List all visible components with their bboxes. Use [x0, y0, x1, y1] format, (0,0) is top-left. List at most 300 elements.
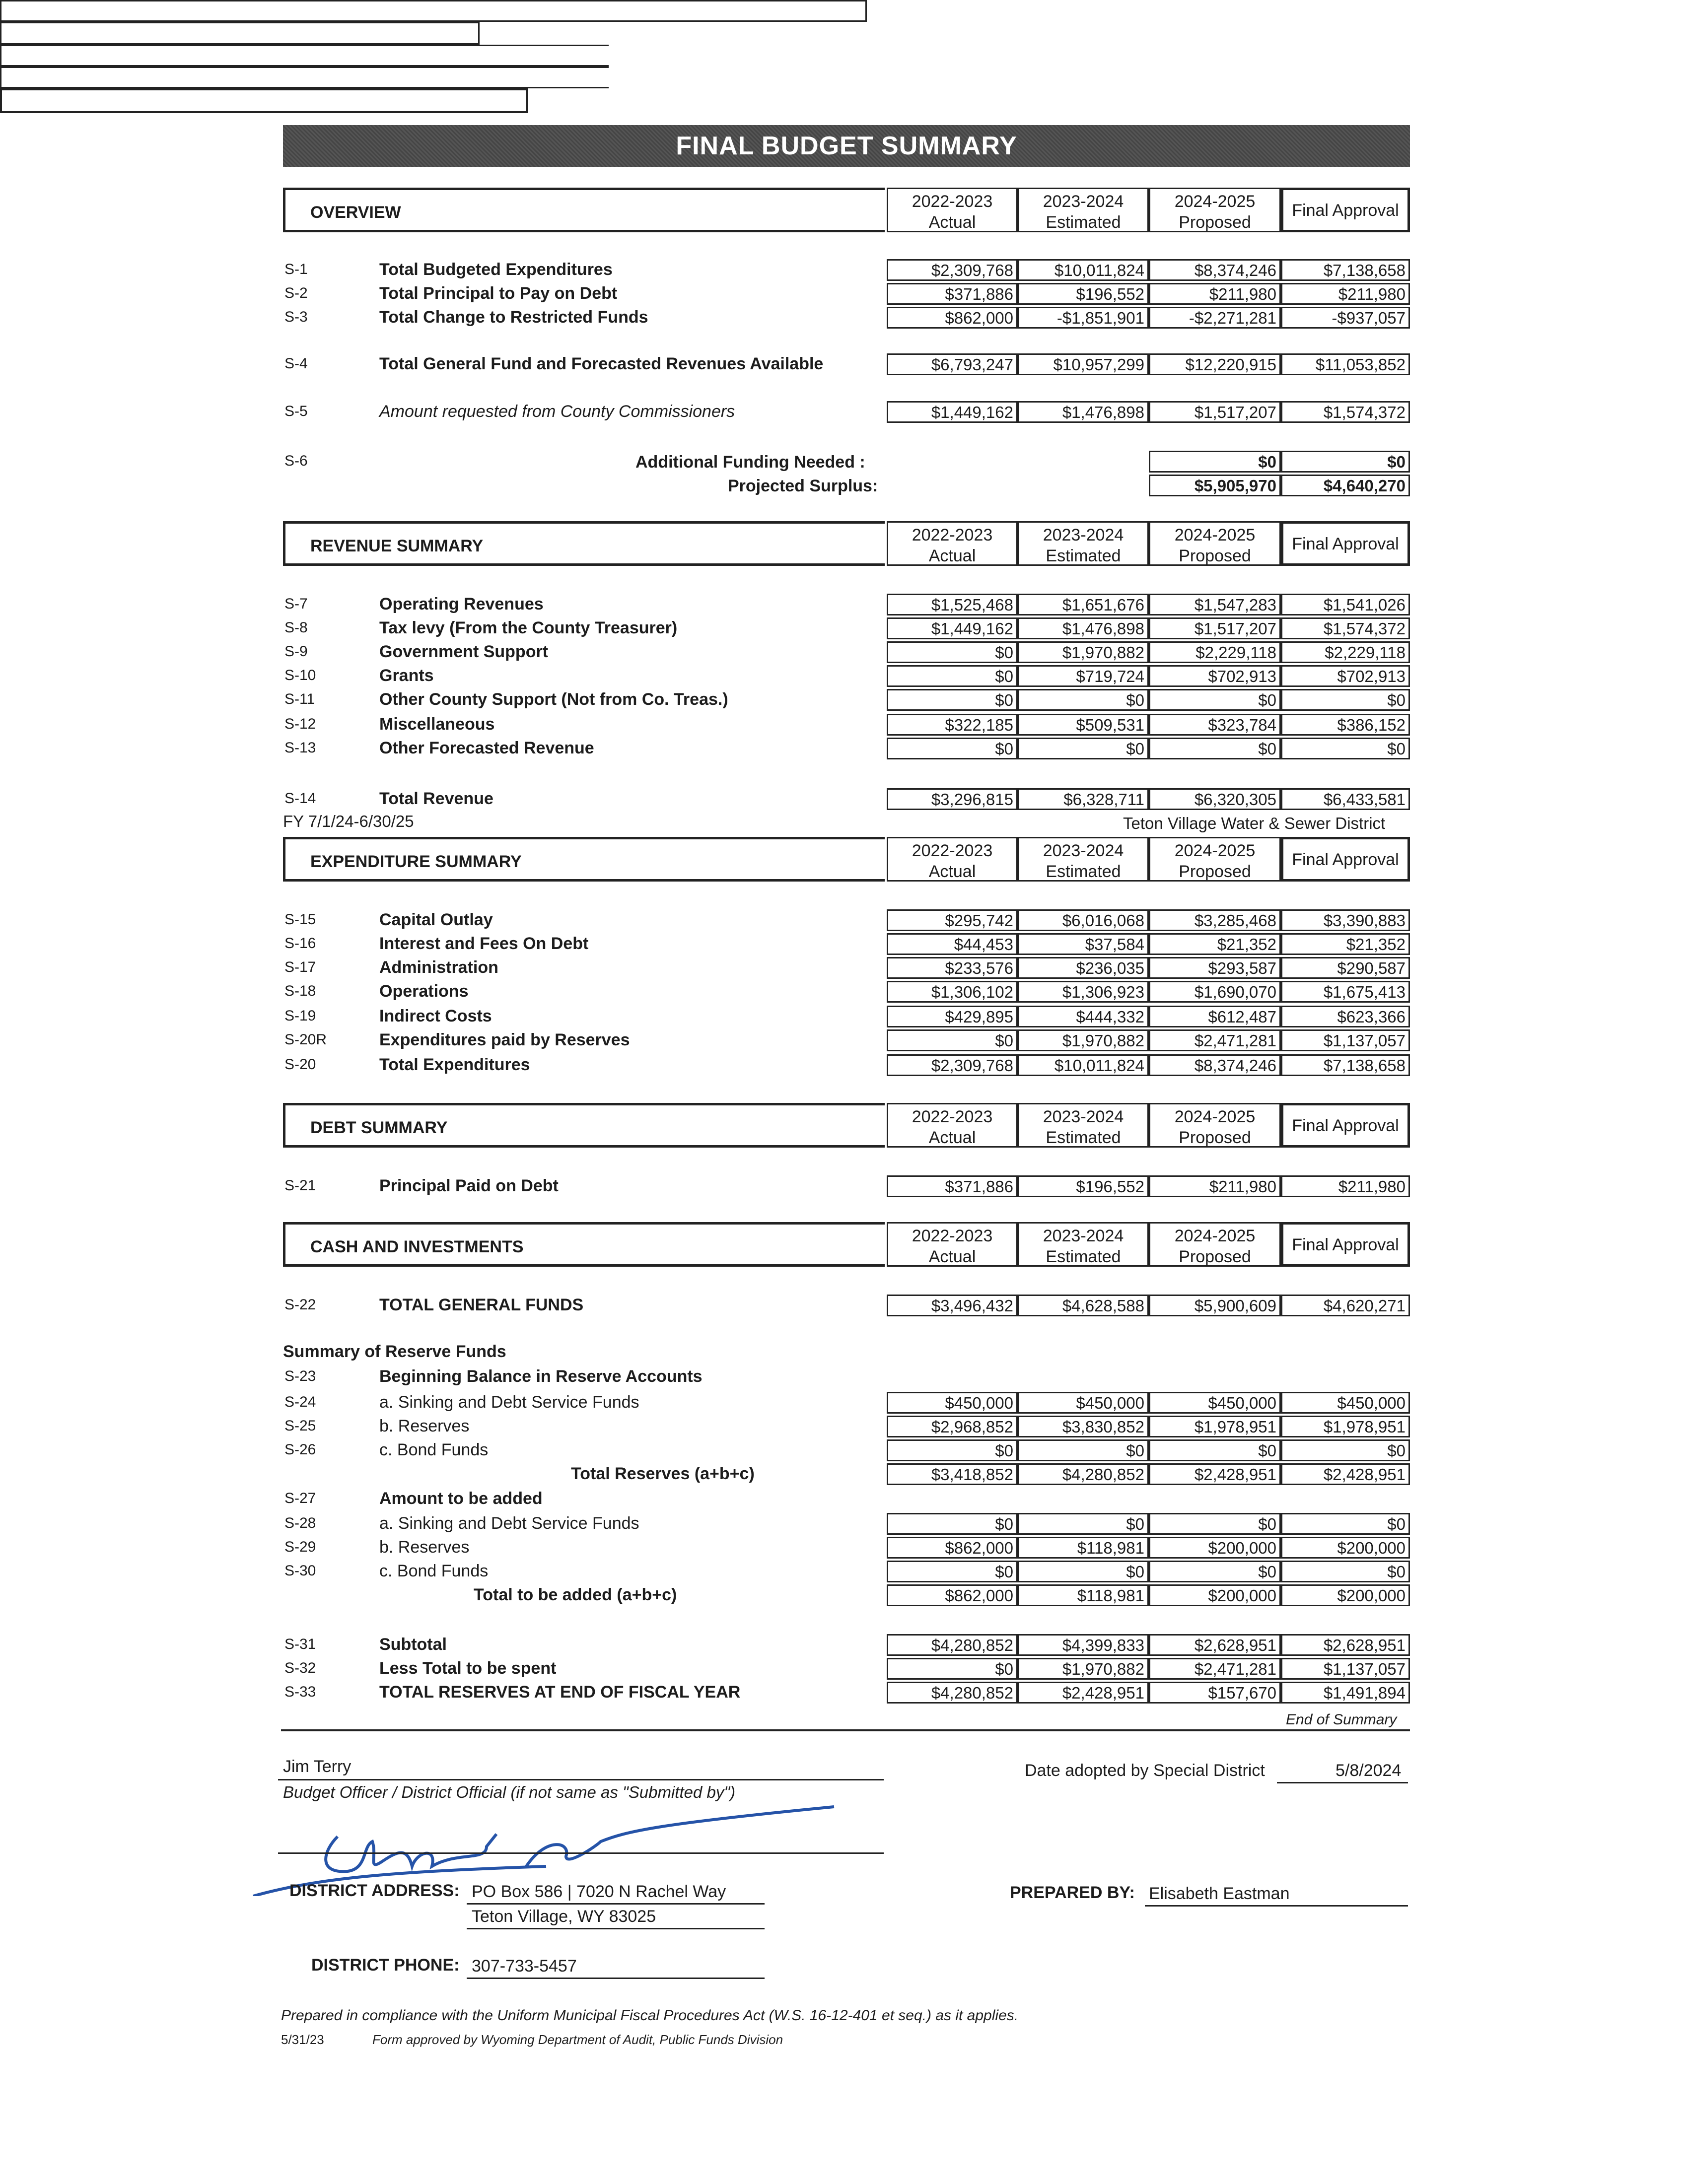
col-header-line1: 2023-2024	[1043, 841, 1124, 860]
col-header-line1: 2022-2023	[912, 1227, 993, 1245]
value-cell: $0	[887, 665, 1018, 687]
value-cell: $6,793,247	[887, 353, 1018, 375]
value-cell: $1,525,468	[887, 594, 1018, 615]
value-cell: $2,471,281	[1149, 1029, 1281, 1051]
value-cell: $2,628,951	[1281, 1634, 1410, 1656]
value-cell: $0	[1018, 1439, 1149, 1461]
value-cell: $0	[887, 1513, 1018, 1535]
value-cell: $6,016,068	[1018, 909, 1149, 931]
value-cell: $11,053,852	[1281, 353, 1410, 375]
col-header-line1: 2024-2025	[1174, 841, 1256, 860]
value-cell: $10,011,824	[1018, 259, 1149, 281]
address-line2-rule	[467, 1928, 765, 1929]
expenditure-col-header-2	[1018, 837, 1149, 882]
debt-col-header-3	[1149, 1103, 1281, 1148]
row-label: Indirect Costs	[379, 1007, 492, 1025]
value-cell: $1,517,207	[1149, 401, 1281, 423]
row-label: Capital Outlay	[379, 910, 493, 929]
value-cell: $0	[1149, 1513, 1281, 1535]
row-id: S-24	[284, 1394, 316, 1410]
col-header-line1: 2024-2025	[1174, 192, 1256, 211]
value-cell: $371,886	[887, 1175, 1018, 1197]
phone-line	[467, 1978, 765, 1979]
form-date: 5/31/23	[281, 2032, 324, 2047]
value-cell: $44,453	[887, 933, 1018, 955]
row-label: Other County Support (Not from Co. Treas.)	[379, 690, 728, 709]
page-title: FINAL BUDGET SUMMARY	[676, 132, 1017, 160]
row-label: Principal Paid on Debt	[379, 1176, 559, 1195]
col-header-line1: Final Approval	[1292, 1235, 1399, 1254]
col-header-line1: 2022-2023	[912, 526, 993, 545]
value-cell: $1,137,057	[1281, 1029, 1410, 1051]
row-label: Total Budgeted Expenditures	[379, 260, 613, 279]
surplus-label: Projected Surplus:	[728, 477, 878, 495]
date-adopted-value: 5/8/2024	[1336, 1761, 1402, 1780]
value-cell: $5,900,609	[1149, 1295, 1281, 1316]
value-cell: $4,620,271	[1281, 1295, 1410, 1316]
row-label: Total Expenditures	[379, 1055, 530, 1074]
phone-label: DISTRICT PHONE:	[311, 1956, 460, 1975]
address-line1: PO Box 586 | 7020 N Rachel Way	[472, 1882, 726, 1901]
value-cell: $1,970,882	[1018, 1029, 1149, 1051]
row-label: Amount requested from County Commissioners	[379, 402, 735, 421]
value-cell: $429,895	[887, 1006, 1018, 1027]
revenue-header-label-box	[283, 521, 885, 566]
col-header-line1: 2023-2024	[1043, 1107, 1124, 1126]
value-cell: $200,000	[1149, 1537, 1281, 1559]
value-cell: $200,000	[1281, 1537, 1410, 1559]
row-id: S-31	[284, 1636, 316, 1652]
value-cell: $211,980	[1149, 283, 1281, 305]
value-cell: $0	[1281, 1513, 1410, 1535]
row-label: Less Total to be spent	[379, 1659, 557, 1678]
expenditure-header	[283, 837, 1410, 885]
revenue-header-label: REVENUE SUMMARY	[310, 537, 484, 555]
officer-name: Jim Terry	[283, 1757, 352, 1776]
row-id: S-26	[284, 1441, 316, 1458]
overview-col-header-4	[1281, 188, 1410, 232]
s27-id: S-27	[284, 1490, 316, 1506]
row-id: S-5	[284, 403, 308, 419]
value-cell: $4,280,852	[1018, 1463, 1149, 1485]
row-label: b. Reserves	[379, 1538, 470, 1557]
form-approval-note: Form approved by Wyoming Department of Audit, Public Funds Division	[372, 2032, 783, 2047]
row-id: S-20	[284, 1056, 316, 1073]
row-label: c. Bond Funds	[379, 1440, 489, 1459]
value-cell: $6,328,711	[1018, 788, 1149, 810]
value-cell: $21,352	[1281, 933, 1410, 955]
col-header-line2: Estimated	[1046, 1128, 1121, 1147]
value-cell: $862,000	[887, 307, 1018, 329]
overview-header	[283, 188, 1410, 235]
row-label: TOTAL RESERVES AT END OF FISCAL YEAR	[379, 1683, 741, 1702]
value-cell: $450,000	[1281, 1392, 1410, 1414]
row-id: S-11	[284, 691, 315, 707]
col-header-line1: Final Approval	[1292, 535, 1399, 553]
value-cell: $118,981	[1018, 1537, 1149, 1559]
value-cell: $0	[1018, 1513, 1149, 1535]
value-cell: $236,035	[1018, 957, 1149, 979]
row-id: S-1	[284, 261, 308, 277]
col-header-line1: Final Approval	[1292, 201, 1399, 220]
col-header-line1: 2023-2024	[1043, 1227, 1124, 1245]
value-cell: $0	[1149, 689, 1281, 711]
value-cell: $1,970,882	[1018, 1658, 1149, 1680]
value-cell: $0	[1018, 738, 1149, 759]
summary-end-rule	[281, 1729, 1410, 1731]
expenditure-col-header-1	[887, 837, 1018, 882]
col-header-line2: Proposed	[1179, 862, 1251, 881]
value-cell: $1,574,372	[1281, 401, 1410, 423]
value-cell: $1,449,162	[887, 617, 1018, 639]
col-header-line1: 2024-2025	[1174, 1227, 1256, 1245]
value-cell: $1,978,951	[1281, 1416, 1410, 1437]
row-label: c. Bond Funds	[379, 1562, 489, 1580]
value-cell: $2,309,768	[887, 259, 1018, 281]
prepared-by-label: PREPARED BY:	[1010, 1883, 1135, 1902]
cash-col-header-4	[1281, 1222, 1410, 1267]
value-cell: $0	[887, 1029, 1018, 1051]
surplus-box	[0, 22, 480, 45]
signature	[248, 1787, 894, 1896]
date-line	[1277, 1782, 1408, 1783]
end-of-summary: End of Summary	[1286, 1711, 1397, 1728]
cash-header	[283, 1222, 1410, 1270]
overview-col-header-1	[887, 188, 1018, 232]
col-header-line1: Final Approval	[1292, 1116, 1399, 1135]
row-id: S-10	[284, 667, 316, 683]
value-cell: $2,471,281	[1149, 1658, 1281, 1680]
value-cell: $3,418,852	[887, 1463, 1018, 1485]
value-cell: $612,487	[1149, 1006, 1281, 1027]
value-cell: $1,476,898	[1018, 401, 1149, 423]
value-cell: -$2,271,281	[1149, 307, 1281, 329]
fy-label: FY 7/1/24-6/30/25	[283, 812, 414, 830]
value-cell: $3,830,852	[1018, 1416, 1149, 1437]
value-cell: $211,980	[1281, 283, 1410, 305]
row-id: S-13	[284, 740, 316, 756]
debt-col-header-1	[887, 1103, 1018, 1148]
col-header-line2: Actual	[928, 862, 976, 881]
value-cell: $1,970,882	[1018, 641, 1149, 663]
value-cell: $157,670	[1149, 1682, 1281, 1704]
prepared-by-value: Elisabeth Eastman	[1149, 1884, 1290, 1903]
row-label: a. Sinking and Debt Service Funds	[379, 1393, 639, 1412]
value-cell: $233,576	[887, 957, 1018, 979]
value-cell: $196,552	[1018, 1175, 1149, 1197]
value-cell: $7,138,658	[1281, 259, 1410, 281]
debt-col-header-4	[1281, 1103, 1410, 1148]
s6-final: $0	[1281, 451, 1410, 473]
s23-label: Beginning Balance in Reserve Accounts	[379, 1367, 703, 1386]
value-cell: $1,476,898	[1018, 617, 1149, 639]
row-id: S-28	[284, 1515, 316, 1531]
value-cell: $2,309,768	[887, 1054, 1018, 1076]
value-cell: $862,000	[887, 1537, 1018, 1559]
row-id: S-7	[284, 596, 308, 612]
value-cell: $509,531	[1018, 714, 1149, 736]
value-cell: $0	[1281, 1561, 1410, 1582]
value-cell: $702,913	[1149, 665, 1281, 687]
row-id: S-4	[284, 355, 308, 372]
row-id: S-18	[284, 983, 316, 999]
value-cell: $8,374,246	[1149, 1054, 1281, 1076]
officer-name-line	[278, 1779, 884, 1780]
col-header-line1: 2024-2025	[1174, 526, 1256, 545]
total-reserves-label: Total Reserves (a+b+c)	[571, 1464, 755, 1483]
expenditure-header-label-box	[283, 837, 885, 882]
address-line2: Teton Village, WY 83025	[472, 1907, 656, 1926]
cash-col-header-3	[1149, 1222, 1281, 1267]
row-label: Government Support	[379, 642, 549, 661]
value-cell: $290,587	[1281, 957, 1410, 979]
s6-id: S-6	[284, 453, 308, 469]
value-cell: $2,628,951	[1149, 1634, 1281, 1656]
col-header-line2: Proposed	[1179, 213, 1251, 232]
value-cell: $0	[887, 738, 1018, 759]
total-revenue-box	[0, 45, 609, 67]
s6-label: Additional Funding Needed :	[635, 453, 865, 472]
col-header-line2: Actual	[928, 213, 976, 232]
value-cell: $323,784	[1149, 714, 1281, 736]
col-header-line1: 2022-2023	[912, 192, 993, 211]
s23-id: S-23	[284, 1368, 316, 1384]
row-id: S-12	[284, 716, 316, 732]
value-cell: $0	[1281, 738, 1410, 759]
value-cell: $0	[887, 1561, 1018, 1582]
value-cell: $1,517,207	[1149, 617, 1281, 639]
value-cell: $2,229,118	[1149, 641, 1281, 663]
row-id: S-16	[284, 935, 316, 952]
revenue-col-header-2	[1018, 521, 1149, 566]
value-cell: $10,011,824	[1018, 1054, 1149, 1076]
row-id: S-15	[284, 911, 316, 928]
row-id: S-32	[284, 1660, 316, 1676]
value-cell: $2,428,951	[1149, 1463, 1281, 1485]
row-id: S-8	[284, 619, 308, 636]
value-cell: $4,628,588	[1018, 1295, 1149, 1316]
value-cell: $1,306,923	[1018, 981, 1149, 1003]
officer-caption: Budget Officer / District Official (if not same as "Submitted by")	[283, 1783, 736, 1801]
value-cell: $200,000	[1149, 1584, 1281, 1606]
col-header-line2: Actual	[928, 1247, 976, 1266]
s6-box	[0, 0, 867, 22]
value-cell: $211,980	[1281, 1175, 1410, 1197]
district-name: Teton Village Water & Sewer District	[1123, 814, 1386, 832]
value-cell: $3,296,815	[887, 788, 1018, 810]
revenue-col-header-3	[1149, 521, 1281, 566]
row-id: S-9	[284, 643, 308, 660]
value-cell: $0	[1018, 689, 1149, 711]
value-cell: $1,449,162	[887, 401, 1018, 423]
row-label: Total General Fund and Forecasted Revenues Available	[379, 354, 824, 373]
value-cell: $450,000	[887, 1392, 1018, 1414]
total-expenditure-box	[0, 67, 609, 88]
reserves-heading: Summary of Reserve Funds	[283, 1342, 506, 1361]
col-header-line2: Actual	[928, 546, 976, 565]
row-label: a. Sinking and Debt Service Funds	[379, 1514, 639, 1533]
value-cell: $200,000	[1281, 1584, 1410, 1606]
row-id: S-25	[284, 1418, 316, 1434]
col-header-line2: Proposed	[1179, 1247, 1251, 1266]
value-cell: -$937,057	[1281, 307, 1410, 329]
row-id: S-20R	[284, 1031, 327, 1048]
overview-col-header-2	[1018, 188, 1149, 232]
value-cell: $0	[1281, 1439, 1410, 1461]
row-id: S-22	[284, 1297, 316, 1313]
overview-header-label-box	[283, 188, 885, 232]
col-header-line1: 2023-2024	[1043, 526, 1124, 545]
row-label: Total Change to Restricted Funds	[379, 308, 648, 327]
value-cell: $1,574,372	[1281, 617, 1410, 639]
value-cell: $2,968,852	[887, 1416, 1018, 1437]
expenditure-col-header-4	[1281, 837, 1410, 882]
col-header-line2: Proposed	[1179, 546, 1251, 565]
debt-col-header-2	[1018, 1103, 1149, 1148]
value-cell: $3,285,468	[1149, 909, 1281, 931]
value-cell: $322,185	[887, 714, 1018, 736]
cash-col-header-1	[887, 1222, 1018, 1267]
revenue-col-header-4	[1281, 521, 1410, 566]
col-header-line2: Estimated	[1046, 862, 1121, 881]
debt-header-label-box	[283, 1103, 885, 1148]
value-cell: $2,428,951	[1018, 1682, 1149, 1704]
expenditure-header-label: EXPENDITURE SUMMARY	[310, 852, 522, 871]
value-cell: $0	[887, 641, 1018, 663]
row-id: S-17	[284, 959, 316, 975]
value-cell: $450,000	[1018, 1392, 1149, 1414]
value-cell: $0	[1149, 738, 1281, 759]
address-line1-rule	[467, 1903, 765, 1905]
value-cell: $12,220,915	[1149, 353, 1281, 375]
col-header-line2: Actual	[928, 1128, 976, 1147]
row-label: TOTAL GENERAL FUNDS	[379, 1296, 584, 1314]
value-cell: $719,724	[1018, 665, 1149, 687]
col-header-line1: 2024-2025	[1174, 1107, 1256, 1126]
row-id: S-21	[284, 1177, 316, 1194]
row-label: Operations	[379, 982, 469, 1001]
value-cell: $1,306,102	[887, 981, 1018, 1003]
row-label: Total Revenue	[379, 789, 493, 808]
value-cell: $3,390,883	[1281, 909, 1410, 931]
value-cell: $3,496,432	[887, 1295, 1018, 1316]
total-added-label: Total to be added (a+b+c)	[474, 1585, 677, 1604]
row-label: Subtotal	[379, 1635, 447, 1654]
value-cell: $1,651,676	[1018, 594, 1149, 615]
overview-header-label: OVERVIEW	[310, 203, 401, 222]
cash-header-label: CASH AND INVESTMENTS	[310, 1237, 524, 1256]
debt-header	[283, 1103, 1410, 1151]
value-cell: $1,690,070	[1149, 981, 1281, 1003]
row-id: S-3	[284, 309, 308, 325]
prepared-by-line	[1145, 1905, 1408, 1907]
col-header-line2: Proposed	[1179, 1128, 1251, 1147]
cash-col-header-2	[1018, 1222, 1149, 1267]
surplus-final: $4,640,270	[1281, 475, 1410, 496]
expenditure-col-header-3	[1149, 837, 1281, 882]
value-cell: $293,587	[1149, 957, 1281, 979]
value-cell: $196,552	[1018, 283, 1149, 305]
value-cell: $295,742	[887, 909, 1018, 931]
col-header-line2: Estimated	[1046, 213, 1121, 232]
row-label: Interest and Fees On Debt	[379, 934, 589, 953]
row-label: Expenditures paid by Reserves	[379, 1030, 630, 1049]
value-cell: $371,886	[887, 283, 1018, 305]
value-cell: $2,229,118	[1281, 641, 1410, 663]
value-cell: $37,584	[1018, 933, 1149, 955]
value-cell: $1,547,283	[1149, 594, 1281, 615]
value-cell: $1,675,413	[1281, 981, 1410, 1003]
col-header-line2: Estimated	[1046, 546, 1121, 565]
cash-header-label-box	[283, 1222, 885, 1267]
row-id: S-2	[284, 285, 308, 301]
value-cell: $450,000	[1149, 1392, 1281, 1414]
value-cell: $1,137,057	[1281, 1658, 1410, 1680]
value-cell: $0	[887, 1439, 1018, 1461]
value-cell: $4,280,852	[887, 1634, 1018, 1656]
value-cell: $862,000	[887, 1584, 1018, 1606]
row-label: Miscellaneous	[379, 715, 495, 734]
total-reserves-end-box	[0, 88, 528, 113]
col-header-line1: 2022-2023	[912, 841, 993, 860]
phone-value: 307-733-5457	[472, 1957, 577, 1976]
row-id: S-29	[284, 1539, 316, 1555]
surplus-value: $5,905,970	[1149, 475, 1281, 496]
value-cell: $4,280,852	[887, 1682, 1018, 1704]
value-cell: $0	[1018, 1561, 1149, 1582]
value-cell: $0	[1281, 689, 1410, 711]
value-cell: -$1,851,901	[1018, 307, 1149, 329]
value-cell: $21,352	[1149, 933, 1281, 955]
row-label: Other Forecasted Revenue	[379, 739, 594, 757]
col-header-line1: 2023-2024	[1043, 192, 1124, 211]
row-label: Total Principal to Pay on Debt	[379, 284, 618, 303]
value-cell: $118,981	[1018, 1584, 1149, 1606]
row-id: S-19	[284, 1008, 316, 1024]
compliance-note: Prepared in compliance with the Uniform Municipal Fiscal Procedures Act (W.S. 16-12-401 et seq.) as it applies.	[281, 2007, 1019, 2024]
value-cell: $2,428,951	[1281, 1463, 1410, 1485]
overview-col-header-3	[1149, 188, 1281, 232]
value-cell: $6,320,305	[1149, 788, 1281, 810]
value-cell: $444,332	[1018, 1006, 1149, 1027]
signature-line	[278, 1852, 884, 1854]
row-label: Operating Revenues	[379, 595, 544, 614]
address-label: DISTRICT ADDRESS:	[289, 1881, 460, 1900]
value-cell: $0	[1149, 1439, 1281, 1461]
s6-value: $0	[1149, 451, 1281, 473]
row-id: S-33	[284, 1684, 316, 1700]
col-header-line2: Estimated	[1046, 1247, 1121, 1266]
value-cell: $8,374,246	[1149, 259, 1281, 281]
debt-header-label: DEBT SUMMARY	[310, 1118, 448, 1137]
value-cell: $7,138,658	[1281, 1054, 1410, 1076]
value-cell: $0	[1149, 1561, 1281, 1582]
row-label: Grants	[379, 666, 434, 685]
row-label: Administration	[379, 958, 498, 977]
value-cell: $1,541,026	[1281, 594, 1410, 615]
row-label: b. Reserves	[379, 1417, 470, 1435]
revenue-col-header-1	[887, 521, 1018, 566]
value-cell: $0	[887, 1658, 1018, 1680]
value-cell: $623,366	[1281, 1006, 1410, 1027]
value-cell: $211,980	[1149, 1175, 1281, 1197]
col-header-line1: Final Approval	[1292, 850, 1399, 869]
revenue-header	[283, 521, 1410, 569]
row-label: Tax levy (From the County Treasurer)	[379, 618, 678, 637]
date-adopted-label: Date adopted by Special District	[1025, 1761, 1265, 1780]
value-cell: $1,491,894	[1281, 1682, 1410, 1704]
row-id: S-14	[284, 790, 316, 807]
